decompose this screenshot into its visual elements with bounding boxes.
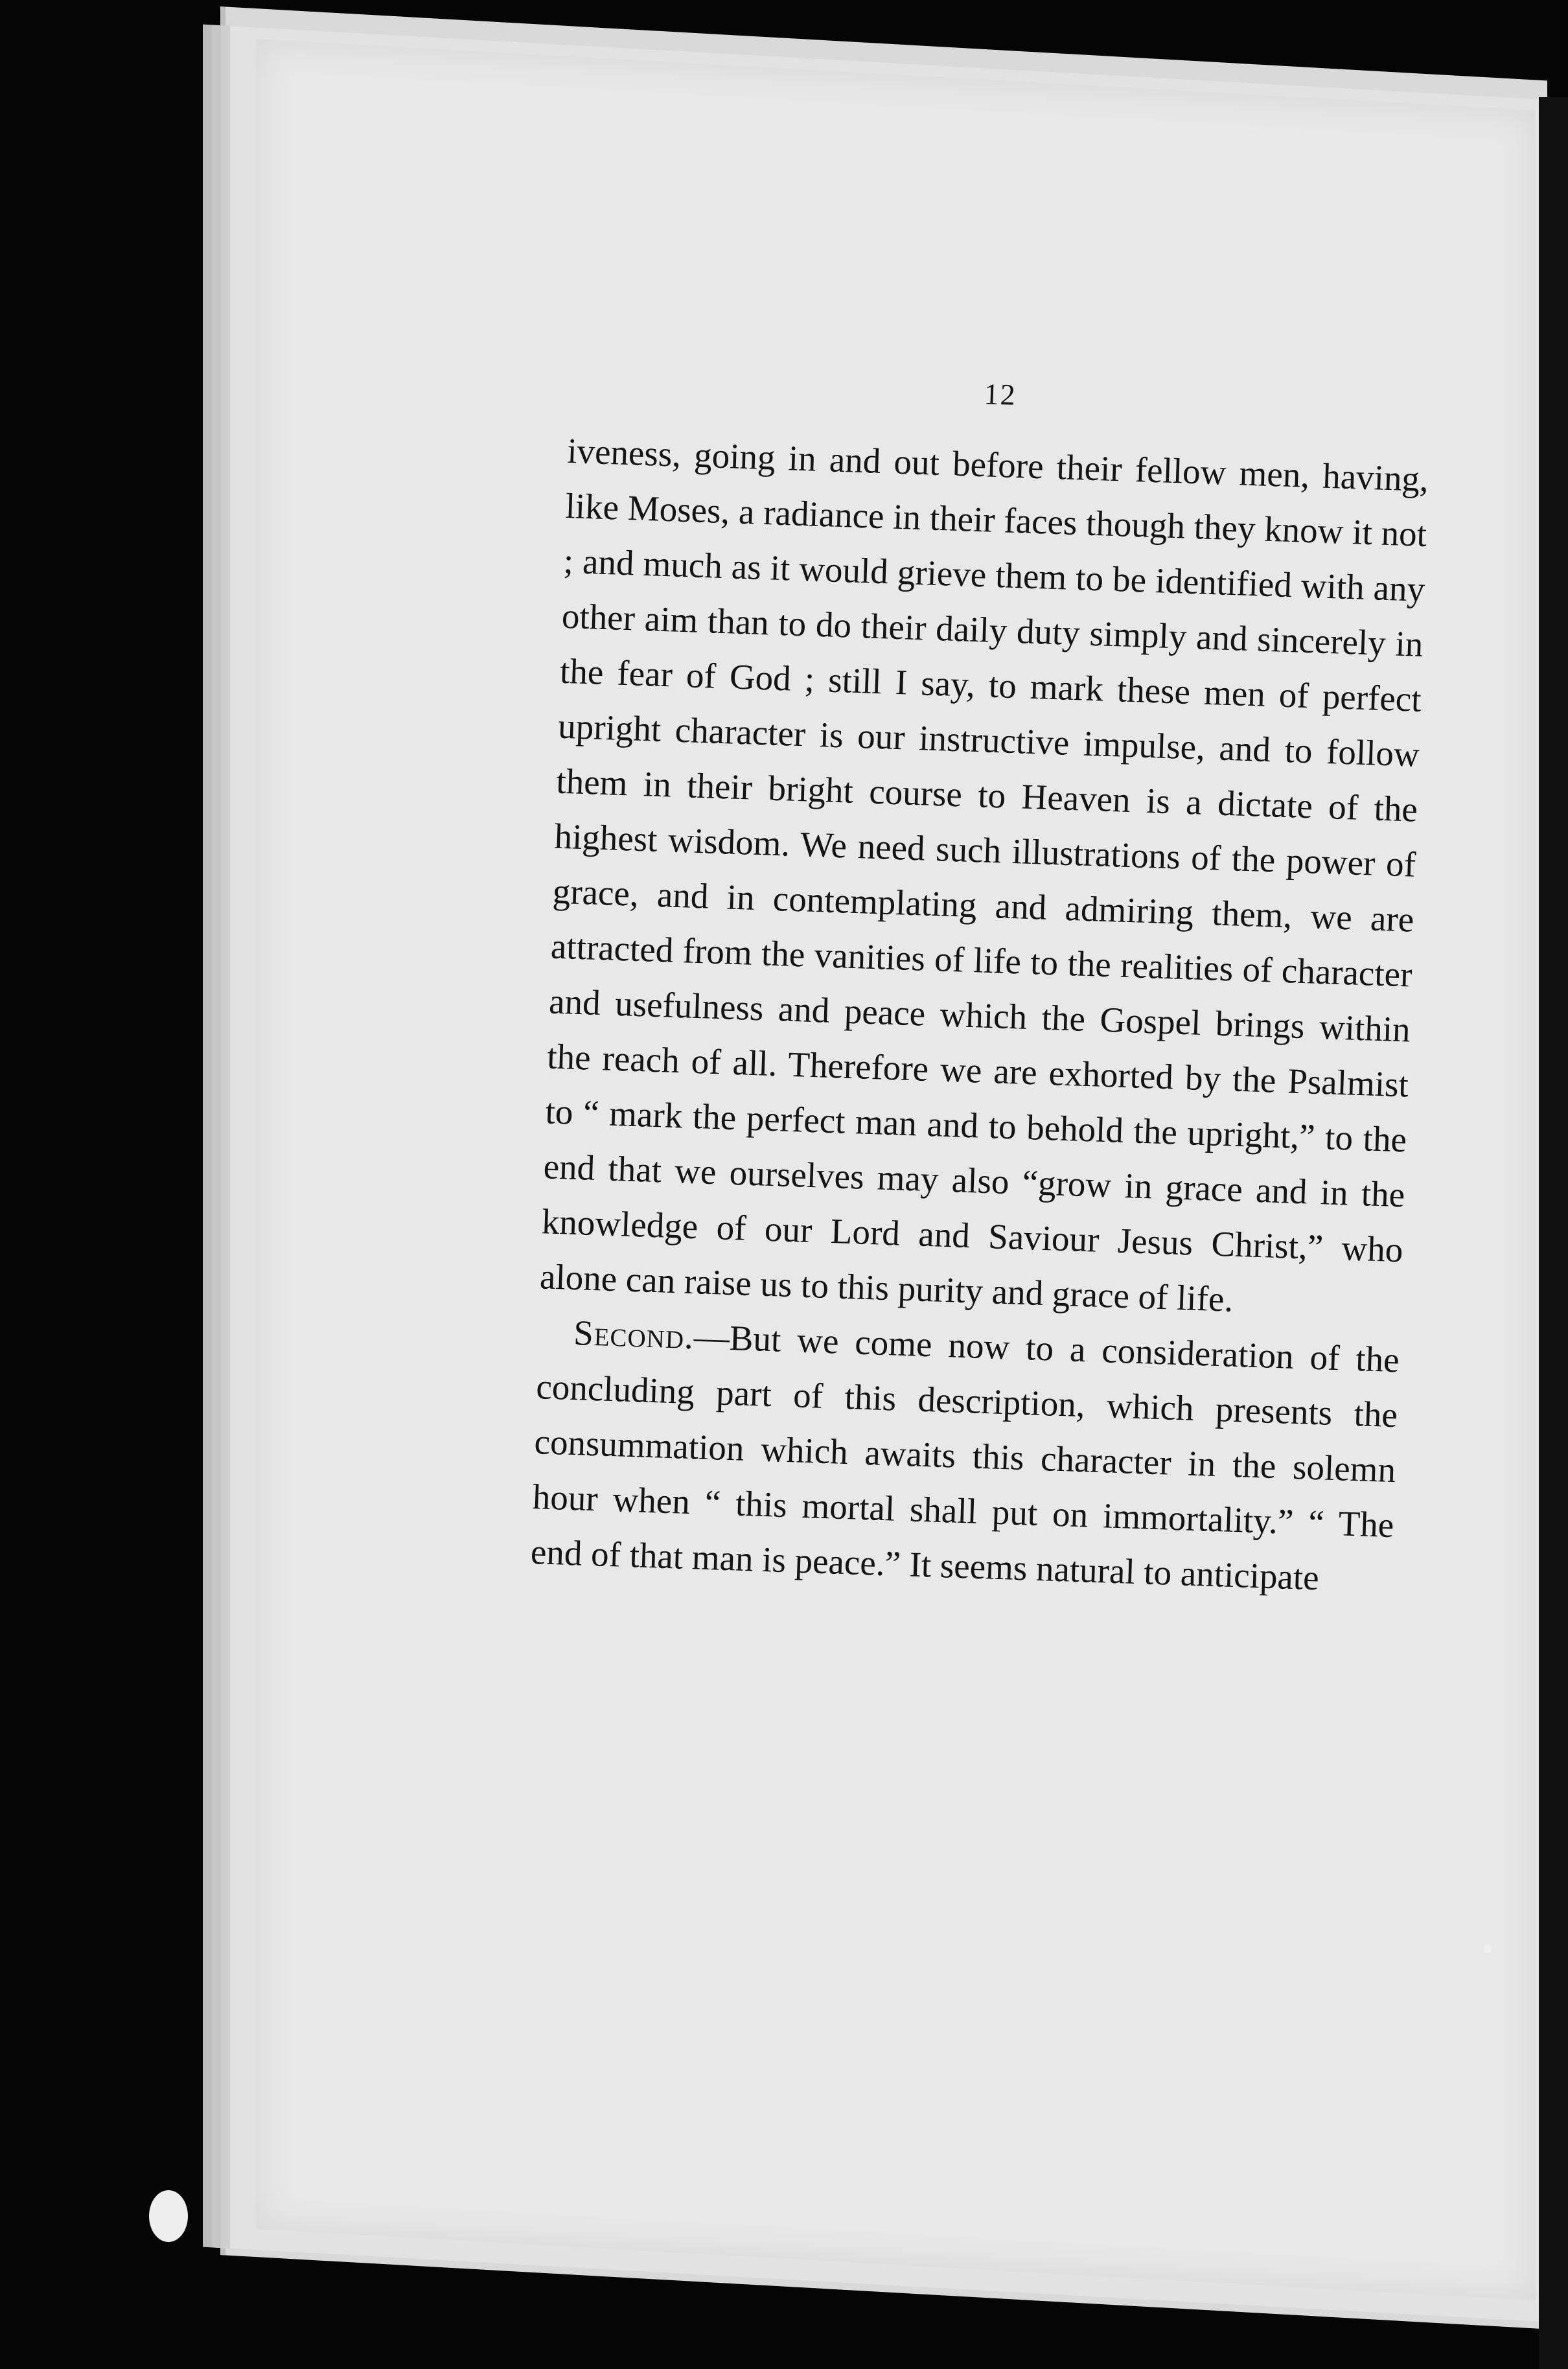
paragraph-second — [530, 1304, 1400, 1608]
section-heading: Second. — [573, 1313, 695, 1357]
page-speck — [1484, 1944, 1492, 1953]
page-text-block — [530, 363, 1432, 1608]
paragraph-text: iveness, going in and out before their fellow men, having, like Moses, a radiance in their faces though they know it not ; and much as it would grieve them to be identified with any other aim than to do their daily duty simply and sincerely in the fear of God ; still I say, to mark these men of perfect upright character is our instructive impulse, and to follow them in their bright course to Heaven is a dictate of the highest wisdom. We need such illustrations of the power of grace, and in contemplating and admiring them, we are attracted from the vanities of life to the realities of character and usefulness and peace which the Gospel brings within the reach of all. Therefore we are exhorted by the Psalmist to “ mark the perfect man and to behold the upright,” to the end that we ourselves may also “grow in grace and in the knowledge of our Lord and Saviour Jesus Christ,” who alone can raise us to this purity and grace of life. — [539, 430, 1429, 1319]
page-speck — [149, 2190, 188, 2242]
page-number: 12 — [983, 377, 1017, 411]
right-gutter-shadow — [1539, 97, 1568, 2369]
paragraph-text: —But we come now to a consideration of the concluding part of this description, which presents the consummation which awaits this character in the solemn hour when “ this mortal shall put on immortality.” “ The end of that man is peace.” It seems natural to anticipate — [530, 1317, 1400, 1598]
paragraph — [539, 423, 1429, 1332]
